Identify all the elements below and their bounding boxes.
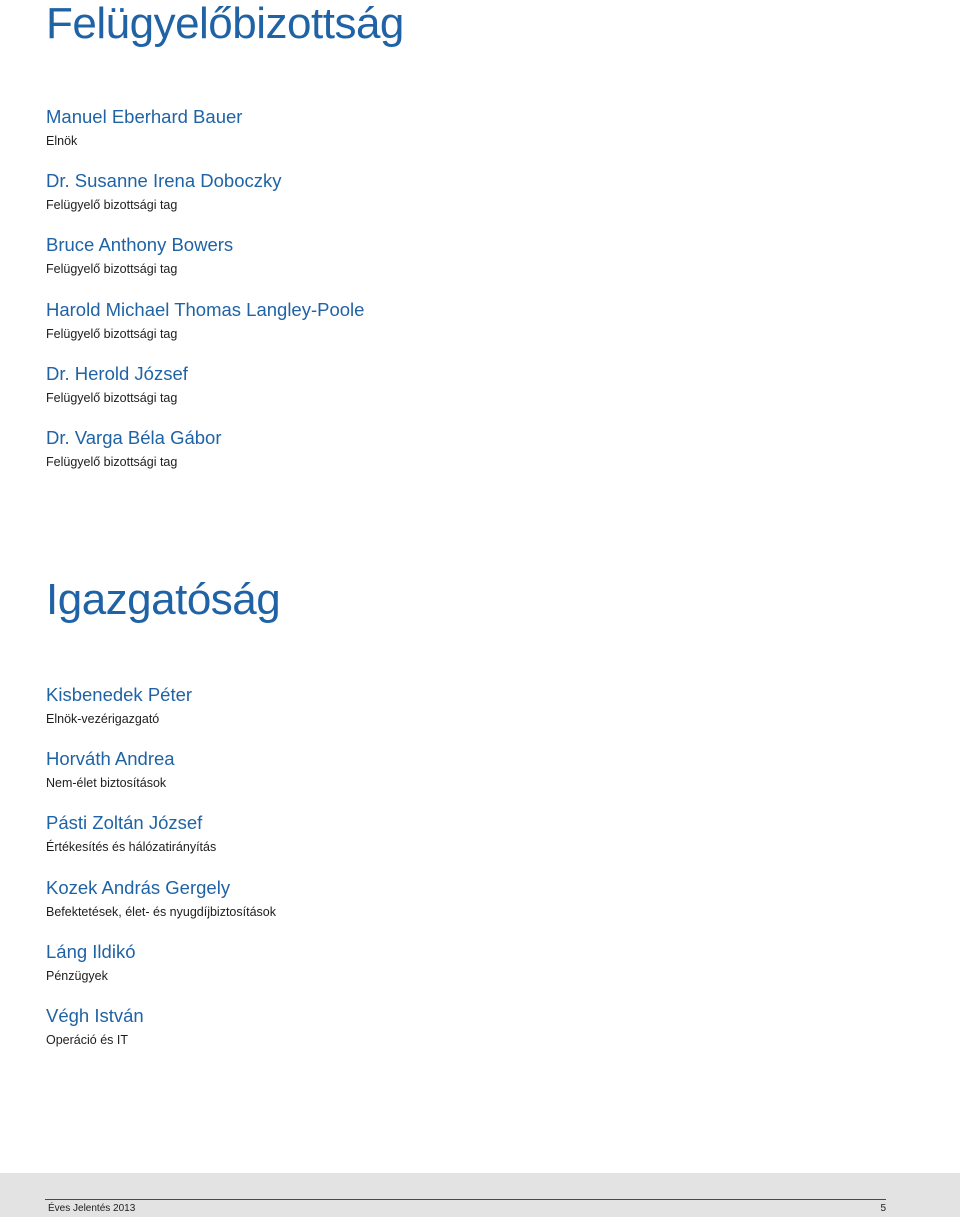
board-member: [46, 940, 746, 1004]
board-member: [46, 747, 746, 811]
member-name: Manuel Eberhard Bauer: [46, 106, 243, 127]
board-member: [46, 362, 746, 426]
board-member: [46, 233, 746, 297]
supervisory-board-title: Felügyelőbizottság: [46, 0, 404, 48]
board-member: [46, 169, 746, 233]
footer-report-label: Éves Jelentés 2013: [48, 1203, 136, 1214]
member-name: Bruce Anthony Bowers: [46, 234, 234, 256]
member-role: Elnök: [46, 134, 78, 148]
page-number: 5: [880, 1203, 886, 1214]
footer-bar: [0, 1173, 960, 1217]
member-name: Végh István: [46, 1004, 144, 1026]
management-board-list: [46, 683, 746, 1068]
footer-divider: [45, 1199, 886, 1200]
member-role: Befektetések, élet- és nyugdíjbiztosítások: [46, 904, 276, 919]
member-name: Kozek András Gergely: [46, 876, 231, 898]
board-member: [46, 683, 746, 747]
board-member: [46, 298, 746, 362]
member-name: Dr. Varga Béla Gábor: [46, 426, 222, 448]
member-name: Kisbenedek Péter: [46, 684, 193, 705]
board-member: [46, 105, 746, 169]
member-role: Felügyelő bizottsági tag: [46, 262, 178, 277]
board-member: [46, 426, 746, 490]
member-name: Harold Michael Thomas Langley-Poole: [46, 298, 365, 320]
member-role: Felügyelő bizottsági tag: [46, 326, 178, 341]
member-name: Horváth Andrea: [46, 748, 175, 770]
management-board-title: Igazgatóság: [46, 575, 281, 624]
supervisory-board-list: [46, 105, 746, 490]
member-role: Pénzügyek: [46, 968, 108, 983]
board-member: [46, 1004, 746, 1068]
member-name: Pásti Zoltán József: [46, 812, 203, 834]
member-name: Dr. Susanne Irena Doboczky: [46, 170, 282, 192]
member-role: Felügyelő bizottsági tag: [46, 454, 178, 469]
board-member: [46, 876, 746, 940]
board-member: [46, 811, 746, 875]
member-role: Értékesítés és hálózatirányítás: [46, 840, 217, 855]
member-role: Elnök-vezérigazgató: [46, 712, 160, 726]
member-role: Felügyelő bizottsági tag: [46, 390, 178, 405]
member-role: Operáció és IT: [46, 1032, 128, 1047]
member-name: Dr. Herold József: [46, 362, 188, 384]
member-role: Felügyelő bizottsági tag: [46, 198, 178, 213]
member-role: Nem-élet biztosítások: [46, 776, 167, 791]
member-name: Láng Ildikó: [46, 940, 136, 962]
